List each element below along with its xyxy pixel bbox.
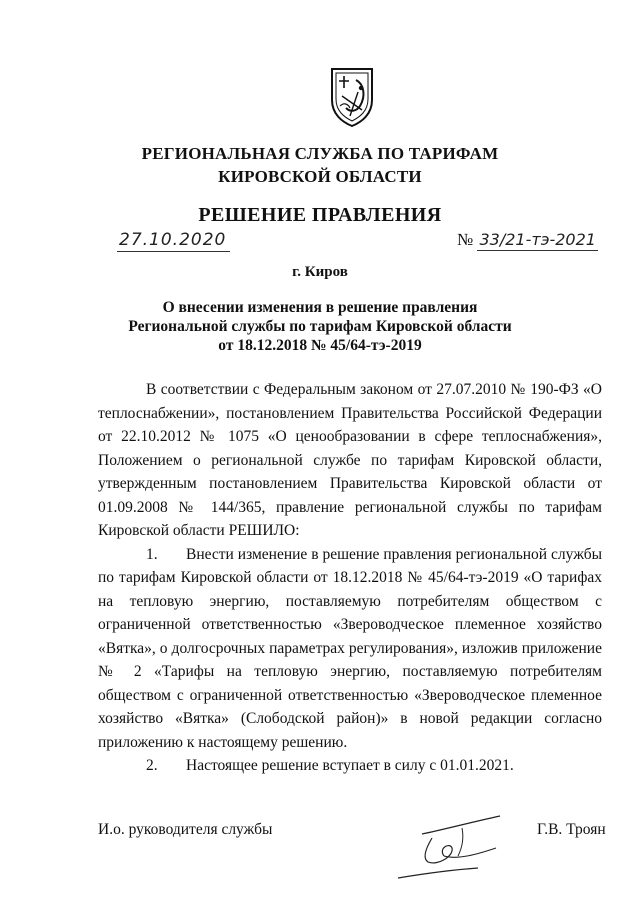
coat-of-arms-icon — [328, 66, 376, 128]
signatory-name: Г.В. Троян — [537, 821, 606, 838]
signatory-role: И.о. руководителя службы — [98, 821, 273, 838]
item-number: 2. — [146, 757, 158, 774]
number-prefix: № — [457, 230, 474, 249]
list-item — [98, 754, 602, 778]
handwritten-signature-icon — [392, 808, 510, 886]
document-subject — [100, 298, 540, 355]
document-date-handwritten: 27.10.2020 — [117, 230, 230, 252]
preamble-paragraph: В соответствии с Федеральным законом от 27.07.2010 № 190-ФЗ «О теплоснабжении», постановлением Правительства Российской Федерации от 22.10.2012 № 1075 «О ценообразовании в сфере теплоснабжения», Положением о региональной службе по тарифам Кировской области, утвержденным постановлением Правительства Кировской области от 01.09.2008 № 144/365, правление региональной службы по тарифам Кировской области РЕШИЛО: — [98, 381, 602, 539]
item-text: Настоящее решение вступает в силу с 01.01.2021. — [186, 757, 514, 774]
document-number — [457, 230, 598, 250]
item-number: 1. — [146, 545, 158, 563]
subject-line1: О внесении изменения в решение правления — [162, 299, 478, 316]
city-line: г. Киров — [292, 264, 348, 280]
subject-line2: Региональной службы по тарифам Кировской области — [128, 318, 512, 335]
subject-line3: от 18.12.2018 № 45/64-тэ-2019 — [218, 337, 422, 354]
item-text: Внести изменение в решение правления региональной службы по тарифам Кировской области от 18.12.2018 № 45/64-тэ-2019 «О тарифах на тепловую энергию, поставляемую потребителям обществом с ограниченной ответственностью «Звероводческое племенное хозяйство «Вятка», о долгосрочных параметрах регулирования», изложив приложение № 2 «Тарифы на тепловую энергию, поставляемую потребителям обществом с ограниченной ответственностью «Звероводческое племенное хозяйство «Вятка» (Слободской район)» в новой редакции согласно приложению к настоящему решению. — [98, 545, 602, 751]
list-item — [98, 543, 602, 755]
document-body — [98, 378, 602, 778]
document-number-handwritten: 33/21-тэ-2021 — [479, 230, 596, 249]
organization-name-line1: РЕГИОНАЛЬНАЯ СЛУЖБА ПО ТАРИФАМ — [141, 144, 499, 163]
document-type-title: РЕШЕНИЕ ПРАВЛЕНИЯ — [198, 204, 442, 226]
organization-name-line2: КИРОВСКОЙ ОБЛАСТИ — [218, 167, 422, 186]
